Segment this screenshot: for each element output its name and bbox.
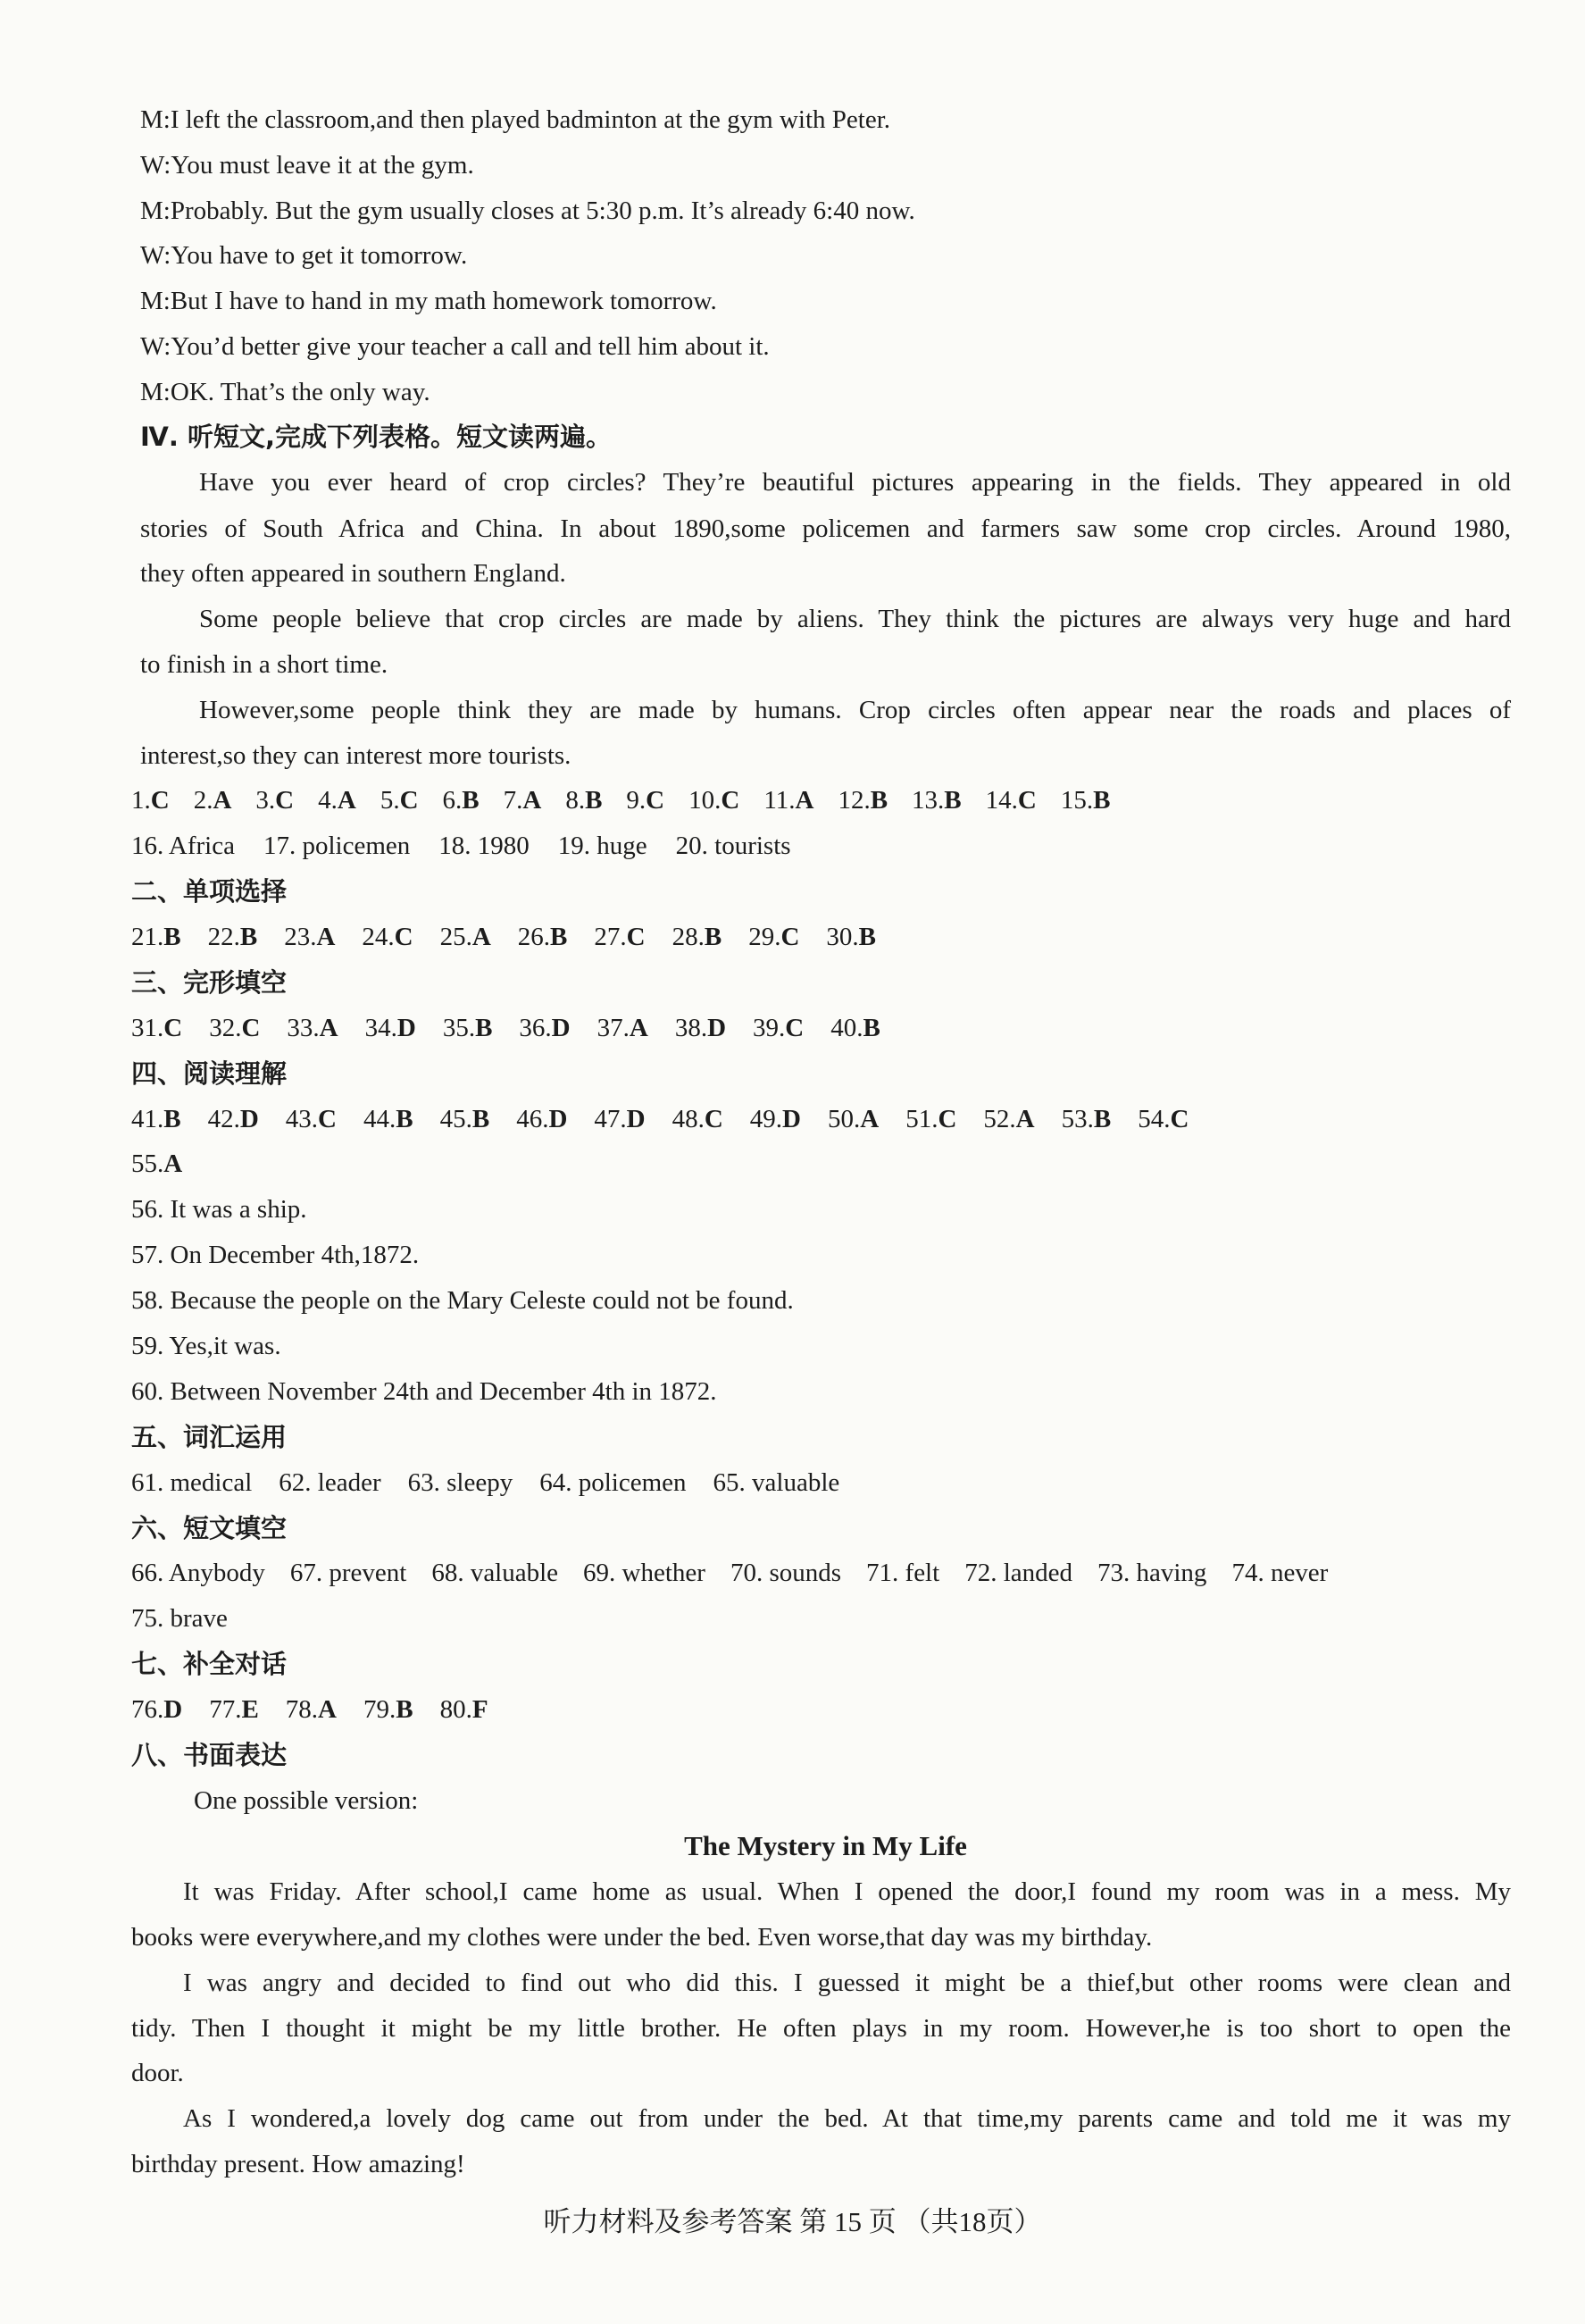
answer-number: 10. [688, 786, 722, 815]
answer-letter: D [239, 1105, 259, 1133]
answer-number: 14. [985, 786, 1018, 815]
section-heading-passage-fill: 六、短文填空 [131, 1513, 288, 1543]
essay-line: birthday present. How amazing! [131, 2150, 465, 2178]
answer-item [208, 1101, 259, 1137]
answer-item [284, 919, 335, 955]
answer-number: 6. [442, 786, 463, 815]
answer-item: 67. prevent [289, 1559, 407, 1587]
answer-item [1062, 1101, 1112, 1137]
essay-line: It was Friday. After school,I came home as usual. When I opened the door,I found my room was in a mess. My [183, 1877, 1511, 1906]
answer-item [983, 1101, 1034, 1137]
answer-letter: B [1093, 1105, 1112, 1133]
answer-row-31-40 [131, 1010, 907, 1046]
answer-number: 42. [207, 1105, 240, 1133]
answer-row-21-30 [131, 919, 903, 955]
answer-letter: B [858, 923, 876, 951]
answer-line: 60. Between November 24th and December 4th in 1872. [131, 1377, 717, 1406]
answer-number: 25. [439, 923, 472, 951]
answer-letter: B [462, 786, 480, 815]
answer-number: 51. [905, 1105, 938, 1133]
answer-item [363, 1692, 413, 1727]
answer-letter: B [704, 923, 722, 951]
answer-item: 73. having [1097, 1559, 1207, 1587]
answer-item: 64. policemen [539, 1468, 687, 1497]
answer-letter: C [780, 923, 800, 951]
answer-letter: A [213, 786, 232, 815]
answer-item [286, 1101, 337, 1137]
answer-item [748, 919, 799, 955]
essay-line: I was angry and decided to find out who did this. I guessed it might be a thief,but other rooms were clean and [183, 1969, 1511, 1997]
answer-letter: A [1015, 1105, 1035, 1133]
answer-number: 22. [207, 923, 240, 951]
answer-number: 41. [131, 1105, 164, 1133]
answer-line: 75. brave [131, 1604, 228, 1633]
essay-line: door. [131, 2059, 184, 2087]
answer-item [565, 782, 602, 818]
answer-item: 20. tourists [675, 832, 791, 860]
answer-row-16-20 [131, 828, 791, 864]
answer-letter: B [239, 923, 258, 951]
answer-number: 39. [753, 1014, 786, 1042]
dialogue-line: W:You’d better give your teacher a call and tell him about it. [140, 332, 770, 361]
answer-item [440, 1101, 490, 1137]
answer-item [830, 1010, 880, 1046]
answer-number: 31. [131, 1014, 164, 1042]
answer-number: 24. [362, 923, 395, 951]
answer-row-55 [131, 1146, 182, 1182]
answer-letter: C [163, 1014, 183, 1042]
answer-item [594, 1101, 645, 1137]
answer-number: 9. [626, 786, 647, 815]
answer-letter: C [626, 923, 646, 951]
answer-letter: A [471, 923, 491, 951]
essay-title: The Mystery in My Life [684, 1830, 967, 1861]
answer-letter: E [241, 1695, 259, 1724]
dialogue-line: W:You must leave it at the gym. [140, 151, 474, 180]
answer-letter: A [319, 1014, 338, 1042]
answer-item [208, 919, 258, 955]
answer-letter: C [394, 923, 413, 951]
answer-item [255, 782, 294, 818]
answer-item [443, 782, 480, 818]
answer-item [286, 1692, 337, 1727]
answer-item: 72. landed [964, 1559, 1072, 1587]
answer-letter: B [585, 786, 603, 815]
answer-item [194, 782, 232, 818]
answer-item [516, 1101, 567, 1137]
section-heading-listening: Ⅳ. 听短文,完成下列表格。短文读两遍。 [140, 422, 612, 452]
answer-number: 78. [285, 1695, 319, 1724]
answer-number: 76. [131, 1695, 164, 1724]
answer-number: 35. [442, 1014, 476, 1042]
answer-item [363, 1101, 413, 1137]
answer-letter: D [782, 1105, 801, 1133]
answer-item [826, 919, 876, 955]
answer-letter: B [944, 786, 962, 815]
answer-letter: B [870, 786, 888, 815]
answer-number: 29. [748, 923, 781, 951]
answer-number: 21. [131, 923, 164, 951]
section-heading-reading: 四、阅读理解 [131, 1058, 288, 1089]
answer-letter: C [721, 786, 740, 815]
answer-item [318, 782, 356, 818]
answer-item [763, 782, 813, 818]
passage-line: they often appeared in southern England. [140, 559, 566, 588]
answer-number: 4. [318, 786, 338, 815]
answer-item [362, 919, 413, 955]
answer-number: 44. [363, 1105, 396, 1133]
passage-line: stories of South Africa and China. In about 1890,some policemen and farmers saw some crop circles. Around 1980, [140, 514, 1511, 543]
answer-letter: C [275, 786, 295, 815]
answer-item: 18. 1980 [438, 832, 530, 860]
answer-item: 19. huge [557, 832, 647, 860]
answer-line: 59. Yes,it was. [131, 1332, 281, 1360]
answer-number: 12. [838, 786, 871, 815]
section-heading-vocabulary: 五、词汇运用 [131, 1422, 288, 1452]
answer-item [626, 782, 664, 818]
passage-line: However,some people think they are made by humans. Crop circles often appear near the roads and places of [199, 696, 1511, 724]
answer-row-66-74 [131, 1555, 1353, 1591]
answer-number: 40. [830, 1014, 863, 1042]
section-heading-single-choice: 二、单项选择 [131, 876, 288, 907]
answer-number: 47. [594, 1105, 627, 1133]
answer-letter: C [785, 1014, 805, 1042]
passage-line: to finish in a short time. [140, 650, 388, 679]
answer-number: 7. [503, 786, 523, 815]
answer-item: 71. felt [866, 1559, 940, 1587]
answer-item: 61. medical [131, 1468, 253, 1497]
answer-item [440, 919, 491, 955]
dialogue-line: W:You have to get it tomorrow. [140, 241, 468, 270]
answer-letter: B [475, 1014, 493, 1042]
answer-letter: D [551, 1014, 571, 1042]
answer-item [380, 782, 419, 818]
answer-item [1061, 782, 1111, 818]
answer-number: 79. [363, 1695, 396, 1724]
answer-number: 38. [674, 1014, 708, 1042]
answer-number: 26. [517, 923, 551, 951]
answer-item [986, 782, 1037, 818]
answer-item: 69. whether [583, 1559, 705, 1587]
answer-letter: B [163, 923, 181, 951]
answer-number: 11. [763, 786, 796, 815]
answer-item [209, 1692, 259, 1727]
answer-letter: A [629, 1014, 648, 1042]
answer-line: 58. Because the people on the Mary Celeste could not be found. [131, 1286, 794, 1315]
essay-line: As I wondered,a lovely dog came out from under the bed. At that time,my parents came and told me it was my [183, 2104, 1511, 2133]
answer-number: 13. [912, 786, 945, 815]
essay-line: tidy. Then I thought it might be my little brother. He often plays in my room. However,he is too short to open the [131, 2014, 1511, 2043]
dialogue-line: M:OK. That’s the only way. [140, 378, 430, 406]
answer-number: 54. [1138, 1105, 1171, 1133]
answer-item [209, 1010, 260, 1046]
answer-letter: B [863, 1014, 880, 1042]
essay-line: books were everywhere,and my clothes were under the bed. Even worse,that day was my birthday. [131, 1923, 1153, 1952]
answer-item [828, 1101, 879, 1137]
answer-item [750, 1101, 801, 1137]
section-heading-writing: 八、书面表达 [131, 1740, 288, 1770]
answer-item [287, 1010, 338, 1046]
answer-letter: B [163, 1105, 181, 1133]
answer-item: 17. policemen [263, 832, 411, 860]
answer-line: 57. On December 4th,1872. [131, 1241, 420, 1269]
answer-letter: C [150, 786, 170, 815]
answer-item [688, 782, 739, 818]
answer-item: 65. valuable [713, 1468, 840, 1497]
answer-number: 55. [131, 1149, 164, 1178]
answer-item [518, 919, 568, 955]
answer-number: 34. [364, 1014, 397, 1042]
section-heading-cloze: 三、完形填空 [131, 967, 288, 998]
answer-number: 27. [594, 923, 627, 951]
answer-item [594, 919, 645, 955]
answer-letter: A [337, 786, 356, 815]
answer-number: 45. [439, 1105, 472, 1133]
passage-line: Some people believe that crop circles are made by aliens. They think the pictures are always very huge and hard [199, 605, 1511, 633]
answer-item [905, 1101, 956, 1137]
answer-item [838, 782, 888, 818]
dialogue-line: M:Probably. But the gym usually closes at 5:30 p.m. It’s already 6:40 now. [140, 196, 915, 225]
answer-row-76-80 [131, 1692, 515, 1727]
passage-line: Have you ever heard of crop circles? They’re beautiful pictures appearing in the fields. They appeared in old [199, 468, 1511, 497]
answer-item [131, 782, 170, 818]
answer-number: 36. [519, 1014, 552, 1042]
answer-number: 32. [209, 1014, 242, 1042]
answer-item [504, 782, 542, 818]
answer-number: 48. [672, 1105, 705, 1133]
answer-item [675, 1010, 726, 1046]
passage-line: interest,so they can interest more tourists. [140, 741, 571, 770]
answer-number: 30. [826, 923, 859, 951]
answer-item [131, 1010, 182, 1046]
answer-number: 3. [255, 786, 276, 815]
answer-row-61-65 [131, 1465, 866, 1501]
answer-number: 2. [193, 786, 213, 815]
answer-row-41-54 [131, 1101, 1215, 1137]
answer-item: 70. sounds [730, 1559, 842, 1587]
answer-letter: C [1017, 786, 1037, 815]
answer-item [365, 1010, 416, 1046]
answer-item [131, 1101, 181, 1137]
answer-number: 46. [516, 1105, 549, 1133]
answer-number: 77. [209, 1695, 242, 1724]
page-footer: 听力材料及参考答案 第 15 页 （共18页） [543, 2206, 1042, 2237]
answer-item: 63. sleepy [407, 1468, 513, 1497]
answer-letter: D [626, 1105, 646, 1133]
answer-item [443, 1010, 493, 1046]
answer-item: 68. valuable [431, 1559, 559, 1587]
answer-item [753, 1010, 804, 1046]
answer-letter: A [860, 1105, 880, 1133]
answer-item [912, 782, 962, 818]
answer-item [1138, 1101, 1189, 1137]
answer-row-1-15 [131, 782, 1511, 818]
answer-letter: D [548, 1105, 568, 1133]
answer-letter: F [471, 1695, 488, 1724]
answer-number: 37. [596, 1014, 630, 1042]
answer-letter: A [316, 923, 336, 951]
answer-letter: B [396, 1695, 413, 1724]
answer-item: 74. never [1231, 1559, 1329, 1587]
answer-letter: C [1170, 1105, 1189, 1133]
answer-line: 56. It was a ship. [131, 1195, 307, 1224]
answer-item [440, 1692, 488, 1727]
answer-letter: C [318, 1105, 337, 1133]
answer-letter: D [707, 1014, 727, 1042]
answer-letter: C [938, 1105, 957, 1133]
answer-item: 16. Africa [131, 832, 235, 860]
answer-number: 23. [284, 923, 317, 951]
answer-letter: A [318, 1695, 337, 1724]
answer-letter: C [704, 1105, 723, 1133]
answer-letter: B [550, 923, 568, 951]
answer-letter: C [646, 786, 665, 815]
answer-item [131, 1692, 182, 1727]
answer-item [672, 1101, 723, 1137]
section-heading-dialogue: 七、补全对话 [131, 1649, 288, 1679]
answer-item [131, 919, 181, 955]
answer-number: 8. [565, 786, 586, 815]
answer-item: 66. Anybody [131, 1559, 265, 1587]
answer-number: 15. [1060, 786, 1094, 815]
dialogue-line: M:But I have to hand in my math homework tomorrow. [140, 287, 717, 315]
answer-letter: A [163, 1149, 183, 1178]
answer-item: 62. leader [279, 1468, 381, 1497]
answer-item [519, 1010, 570, 1046]
answer-letter: B [471, 1105, 490, 1133]
answer-letter: C [399, 786, 419, 815]
answer-number: 80. [439, 1695, 472, 1724]
answer-number: 43. [285, 1105, 319, 1133]
answer-letter: C [241, 1014, 261, 1042]
dialogue-line: M:I left the classroom,and then played badminton at the gym with Peter. [140, 105, 891, 134]
answer-number: 49. [749, 1105, 783, 1133]
answer-number: 28. [672, 923, 705, 951]
answer-letter: B [1093, 786, 1111, 815]
answer-number: 52. [983, 1105, 1016, 1133]
answer-letter: B [396, 1105, 413, 1133]
answer-item [672, 919, 722, 955]
answer-letter: A [522, 786, 542, 815]
answer-number: 5. [380, 786, 400, 815]
answer-number: 53. [1061, 1105, 1094, 1133]
answer-number: 1. [131, 786, 151, 815]
version-label: One possible version: [194, 1786, 419, 1815]
answer-number: 33. [287, 1014, 320, 1042]
answer-letter: D [163, 1695, 183, 1724]
answer-letter: A [795, 786, 814, 815]
answer-letter: D [396, 1014, 416, 1042]
answer-item [597, 1010, 648, 1046]
answer-number: 50. [828, 1105, 861, 1133]
